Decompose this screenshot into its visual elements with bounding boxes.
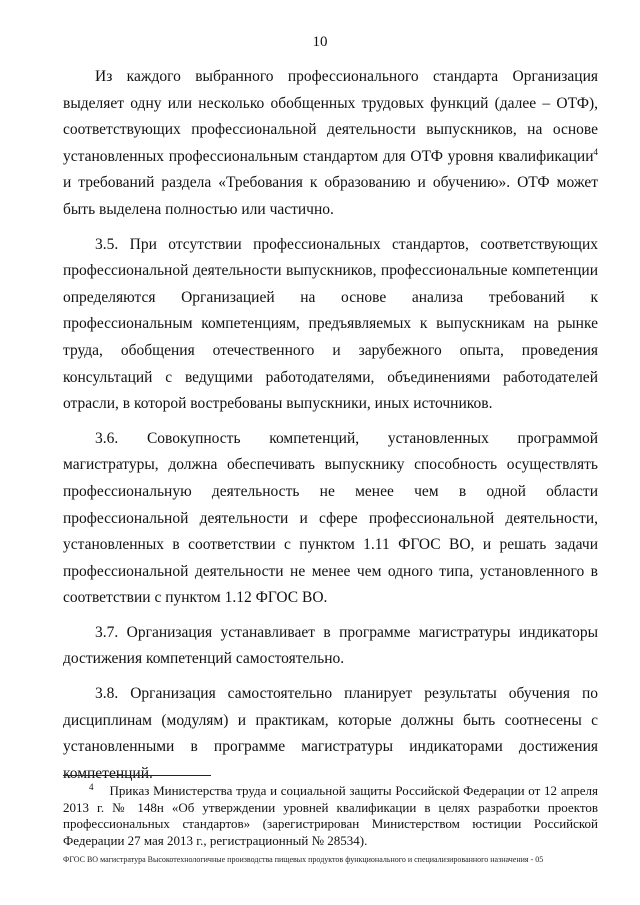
footnote-text: Приказ Министерства труда и социальной защиты Российской Федерации от 12 апреля 2013 г. № 148н «Об утверждении уровней квалификации в целях разработки проектов профессиональных стандартов» (зарегистрирован Министерством юстиции Российской Федерации 27 мая 2013 г., регистрационный № 28534). <box>63 783 598 848</box>
paragraph-3-6: 3.6. Совокупность компетенций, установленных программой магистратуры, должна обеспечивать выпускнику способность осуществлять профессиональную деятельность не менее чем в одной области профессиональной деятельности и сфере профессиональной деятельности, установленных в соответствии с пунктом 1.11 ФГОС ВО, и решать задачи профессиональной деятельности не менее чем одного типа, установленного в соответствии с пунктом 1.12 ФГОС ВО. <box>63 429 598 607</box>
paragraph-3-8: 3.8. Организация самостоятельно планирует результаты обучения по дисциплинам (модулям) и практикам, которые должны быть соотнесены с установленными в программе магистратуры индикаторами достижения компетенций. <box>63 685 598 782</box>
footnote <box>63 783 598 849</box>
footnote-reference[interactable]: 4 <box>593 146 598 157</box>
paragraph-otf-text: Из каждого выбранного профессионального стандарта Организация выделяет одну или несколько обобщенных трудовых функций (далее – ОТФ), соответствующих профессиональной деятельности выпускников, на основе установленных профессиональным стандартом для ОТФ уровня квалификации <box>63 68 598 165</box>
paragraph-otf-continuation: и требований раздела «Требования к образованию и обучению». ОТФ может быть выделена полностью или частично. <box>63 174 598 218</box>
page-footer: ФГОС ВО магистратура Высокотехнологичные производства пищевых продуктов функционального и специализированного назначения - 05 <box>63 855 544 864</box>
footnote-separator <box>63 775 211 776</box>
main-text <box>63 64 598 795</box>
paragraph-3-7: 3.7. Организация устанавливает в программе магистратуры индикаторы достижения компетенций самостоятельно. <box>63 623 598 668</box>
page-number: 10 <box>312 34 328 50</box>
paragraph-otf <box>63 64 598 224</box>
footnote-number: 4 <box>89 781 94 792</box>
paragraph-3-5: 3.5. При отсутствии профессиональных стандартов, соответствующих профессиональной деятельности выпускников, профессиональные компетенции определяются Организацией на основе анализа требований к профессиональным компетенциям, предъявляемых к выпускникам на рынке труда, обобщения отечественного и зарубежного опыта, проведения консультаций с ведущими работодателями, объединениями работодателей отрасли, в которой востребованы выпускники, иных источников. <box>63 235 598 413</box>
